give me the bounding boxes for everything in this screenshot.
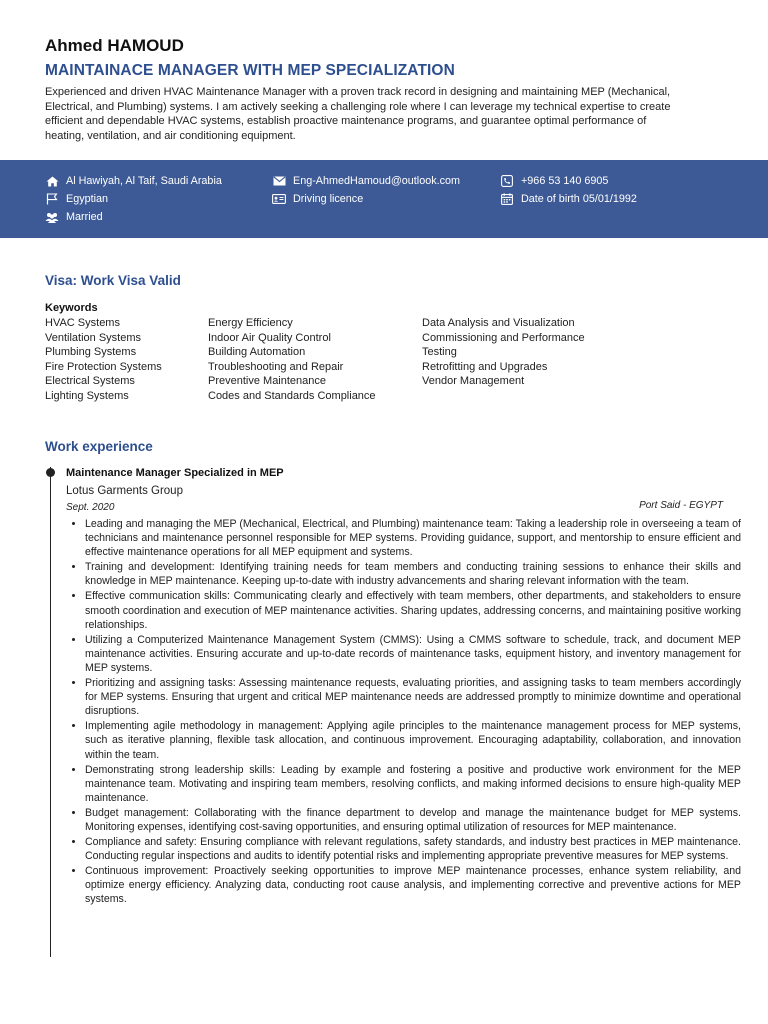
keywords-column-1 xyxy=(45,316,162,404)
users-icon xyxy=(45,211,59,223)
list-item: • Demonstrating strong leadership skills: Leading by example and fostering a positive and productive work environment for the MEP maintenance team. Motivating and inspiring team members, resolving conflicts, and making informed decisions to ensure high-quality MEP maintenance. xyxy=(85,763,741,805)
job-company: Lotus Garments Group xyxy=(66,485,183,497)
email-text[interactable]: Eng-AhmedHamoud@outlook.com xyxy=(293,175,460,187)
calendar-icon xyxy=(500,193,514,205)
keywords-column-3 xyxy=(422,316,585,389)
job-location: Port Said - EGYPT xyxy=(639,500,723,511)
id-card-icon xyxy=(272,193,286,205)
driving-licence-text: Driving licence xyxy=(293,193,364,205)
keyword: Retrofitting and Upgrades xyxy=(422,360,548,373)
candidate-name xyxy=(45,36,725,56)
keyword: Data Analysis and Visualization xyxy=(422,317,575,329)
list-item: • Compliance and safety: Ensuring compliance with relevant regulations, safety standards, and industry best practices in MEP maintenance. Conducting regular inspections and audits to identify potential risks and implementing appropriate preventive measures for MEP systems. xyxy=(85,835,741,863)
envelope-icon xyxy=(272,175,286,187)
flag-icon xyxy=(45,193,59,205)
contact-marital-status xyxy=(45,209,103,225)
contact-phone[interactable] xyxy=(500,173,608,189)
contact-band xyxy=(0,160,768,238)
keyword: Lighting Systems xyxy=(45,389,129,402)
last-name: HAMOUD xyxy=(107,36,184,55)
list-item: • Effective communication skills: Communicating clearly and effectively with team members, other departments, and stakeholders to ensure smooth coordination and execution of MEP maintenance activities. Sharing updates, addressing concerns, and maintaining positive working relationships. xyxy=(85,589,741,631)
address-text: Al Hawiyah, Al Taif, Saudi Arabia xyxy=(66,175,222,187)
keyword: Fire Protection Systems xyxy=(45,360,162,373)
home-icon xyxy=(45,175,59,187)
contact-dob xyxy=(500,191,637,207)
nationality-text: Egyptian xyxy=(66,193,109,205)
phone-text[interactable]: +966 53 140 6905 xyxy=(521,175,609,187)
keyword: Codes and Standards Compliance xyxy=(208,389,376,402)
visa-heading: Visa: Work Visa Valid xyxy=(45,273,181,288)
job-headline: MAINTAINACE MANAGER WITH MEP SPECIALIZATION xyxy=(45,62,455,79)
list-item: • Prioritizing and assigning tasks: Assessing maintenance requests, evaluating priorities, and assigning tasks to team members accordingly for MEP systems. Ensuring that urgent and critical MEP maintenance needs are addressed promptly to minimize downtime and operational disruptions. xyxy=(85,676,741,718)
contact-address xyxy=(45,173,222,189)
list-item: • Leading and managing the MEP (Mechanical, Electrical, and Plumbing) maintenance team: Taking a leadership role in overseeing a team of technicians and maintenance personnel responsible for MEP systems. Providing guidance, support, and mentorship to ensure efficient and effective maintenance operations for all MEP equipment and systems. xyxy=(85,517,741,559)
contact-driving-licence xyxy=(272,191,363,207)
list-item: • Continuous improvement: Proactively seeking opportunities to improve MEP maintenance processes, enhance system reliability, and optimize energy efficiency. Analyzing data, conducting root cause analysis, and implementing corrective and preventive actions for MEP systems. xyxy=(85,864,741,906)
list-item: • Implementing agile methodology in management: Applying agile principles to the maintenance management process for MEP systems, such as iterative planning, flexible task allocation, and continuous improvement. Encouraging adaptability, collaboration, and innovation within the team. xyxy=(85,719,741,761)
phone-icon xyxy=(500,175,514,187)
list-item: • Utilizing a Computerized Maintenance Management System (CMMS): Using a CMMS software to schedule, track, and document MEP maintenance activities. Ensuring accurate and up-to-date records of maintenance tasks, equipment history, and inventory management for MEP systems. xyxy=(85,633,741,675)
job-title: Maintenance Manager Specialized in MEP xyxy=(66,467,284,479)
dob-text: Date of birth 05/01/1992 xyxy=(521,193,637,205)
marital-status-text: Married xyxy=(66,211,103,223)
keyword: Troubleshooting and Repair xyxy=(208,360,344,373)
job-duties-list xyxy=(66,517,741,908)
contact-email[interactable] xyxy=(272,173,460,189)
keyword: Building Automation xyxy=(208,346,306,359)
keyword: Preventive Maintenance xyxy=(208,375,327,388)
keyword: HVAC Systems xyxy=(45,317,120,329)
timeline-line xyxy=(50,467,51,957)
keyword: Plumbing Systems xyxy=(45,346,137,359)
list-item: • Budget management: Collaborating with the finance department to develop and manage the maintenance budget for MEP systems. Monitoring expenses, identifying cost-saving opportunities, and ensuring optimal utilization of resources for MEP maintenance. xyxy=(85,806,741,834)
keyword: Commissioning and Performance xyxy=(422,331,585,344)
keywords-column-2 xyxy=(208,316,376,404)
keywords-title: Keywords xyxy=(45,302,98,314)
keyword: Ventilation Systems xyxy=(45,331,141,344)
first-name: Ahmed xyxy=(45,36,103,55)
keyword: Electrical Systems xyxy=(45,375,135,388)
work-experience-heading: Work experience xyxy=(45,439,153,454)
keyword: Energy Efficiency xyxy=(208,317,293,329)
resume-header xyxy=(45,36,725,143)
profile-summary: Experienced and driven HVAC Maintenance Manager with a proven track record in designing and maintaining MEP (Mechanical, Electrical, and Plumbing) systems. I am actively seeking a challenging role where I can leverage my technical expertise to create efficient and dependable HVAC systems, establish proactive maintenance programs, and guarantee optimal performance of heating, ventilation, and air conditioning equipment. xyxy=(45,86,671,142)
job-date: Sept. 2020 xyxy=(66,502,115,513)
list-item: • Training and development: Identifying training needs for team members and conducting training sessions to enhance their skills and knowledge in MEP maintenance. Keeping up-to-date with industry advancements and sharing relevant information with the team. xyxy=(85,560,741,588)
keyword: Testing xyxy=(422,346,457,359)
keyword: Vendor Management xyxy=(422,375,525,388)
timeline-dot xyxy=(46,468,55,477)
keyword: Indoor Air Quality Control xyxy=(208,331,331,344)
contact-nationality xyxy=(45,191,108,207)
